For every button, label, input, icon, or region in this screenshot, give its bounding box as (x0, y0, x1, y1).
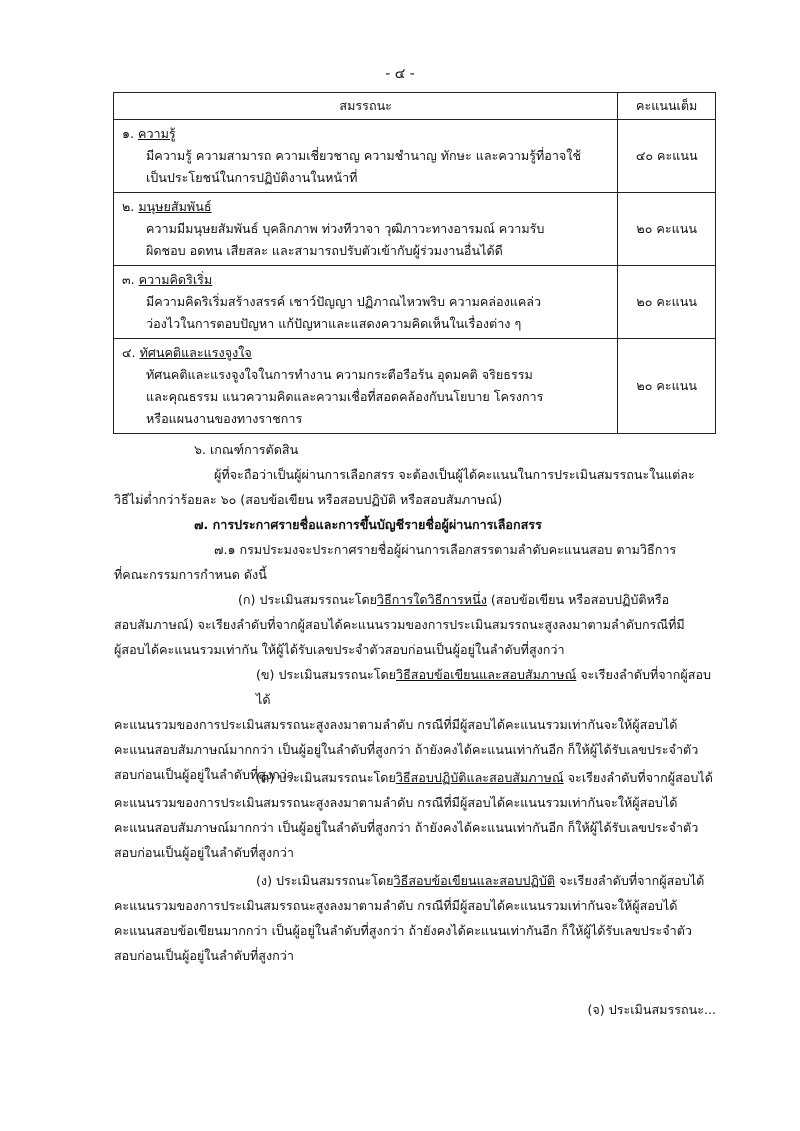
paragraph-line: ผู้สอบได้คะแนนรวมเท่ากัน ให้ผู้ได้รับเลขประจำตัวสอบก่อนเป็นผู้อยู่ในลำดับที่สูงกว่า (114, 642, 565, 657)
clause-c (114, 765, 718, 865)
paragraph-line: คะแนนรวมของการประเมินสมรรถนะสูงลงมาตามลำดับ กรณีที่มีผู้สอบได้คะแนนรวมเท่ากันจะให้ผู้สอบได้ (114, 795, 678, 810)
paragraph-line: คะแนนสอบสัมภาษณ์มากกว่า เป็นผู้อยู่ในลำดับที่สูงกว่า ถ้ายังคงได้คะแนนเท่ากันอีก ก็ให้ผู้ได้รับเลขประจำตัว (114, 742, 699, 757)
paragraph-line: คะแนนสอบข้อเขียนมากกว่า เป็นผู้อยู่ในลำดับที่สูงกว่า ถ้ายังคงได้คะแนนเท่ากันอีก ก็ให้ผู้ได้รับเลขประจำตัว (114, 923, 692, 938)
table-row (114, 266, 716, 339)
competency-desc: มีความรู้ ความสามารถ ความเชี่ยวชาญ ความชำนาญ ทักษะ และความรู้ที่อาจใช้ (146, 148, 582, 163)
paragraph-line: วิธีไม่ต่ำกว่าร้อยละ ๖๐ (สอบข้อเขียน หรือสอบปฏิบัติ หรือสอบสัมภาษณ์) (114, 492, 503, 507)
paragraph-line: สอบก่อนเป็นผู้อยู่ในลำดับที่สูงกว่า (114, 845, 294, 860)
competency-score: ๔๐ คะแนน (618, 120, 716, 193)
competency-name: ๑. ความรู้ (122, 126, 176, 141)
paragraph-line: สอบก่อนเป็นผู้อยู่ในลำดับที่สูงกว่า (114, 767, 294, 782)
paragraph-line: คะแนนรวมของการประเมินสมรรถนะสูงลงมาตามลำดับ กรณีที่มีผู้สอบได้คะแนนรวมเท่ากันจะให้ผู้สอบได้ (114, 717, 678, 732)
competency-desc: ความมีมนุษยสัมพันธ์ บุคลิกภาพ ท่วงทีวาจา วุฒิภาวะทางอารมณ์ ความรับ (146, 221, 545, 236)
paragraph-line: ๗.๑ กรมประมงจะประกาศรายชื่อผู้ผ่านการเลือกสรรตามลำดับคะแนนสอบ ตามวิธีการ (214, 542, 677, 557)
competency-name: ๔. ทัศนคติและแรงจูงใจ (122, 345, 252, 360)
competency-desc: เป็นประโยชน์ในการปฏิบัติงานในหน้าที่ (146, 170, 358, 185)
paragraph-line: (ง) ประเมินสมรรถนะโดยวิธีสอบข้อเขียนและสอบปฏิบัติ จะเรียงลำดับที่จากผู้สอบได้ (256, 873, 705, 888)
competency-desc: ทัศนคติและแรงจูงใจในการทำงาน ความกระตือรือร้น อุดมคติ จริยธรรม (146, 367, 533, 382)
competency-name: ๒. มนุษยสัมพันธ์ (122, 199, 212, 214)
competency-name: ๓. ความคิดริเริ่ม (122, 272, 213, 287)
table-row (114, 120, 716, 193)
paragraph-line: คะแนนรวมของการประเมินสมรรถนะสูงลงมาตามลำดับ กรณีที่มีผู้สอบได้คะแนนรวมเท่ากันจะให้ผู้สอบได้ (114, 898, 678, 913)
competency-desc: มีความคิดริเริ่มสร้างสรรค์ เชาว์ปัญญา ปฏิภาณไหวพริบ ความคล่องแคล่ว (146, 294, 542, 309)
table-row (114, 339, 716, 434)
competency-desc: และคุณธรรม แนวความคิดและความเชื่อที่สอดคล้องกับนโยบาย โครงการ (146, 389, 544, 404)
header-score: คะแนนเต็ม (618, 93, 716, 120)
competency-score: ๒๐ คะแนน (618, 266, 716, 339)
clause-d (114, 868, 718, 968)
section-heading: ๖. เกณฑ์การตัดสิน (194, 442, 299, 457)
competency-score: ๒๐ คะแนน (618, 193, 716, 266)
paragraph-line: สอบก่อนเป็นผู้อยู่ในลำดับที่สูงกว่า (114, 948, 294, 963)
paragraph-line: (ค) ประเมินสมรรถนะโดยวิธีสอบปฏิบัติและสอบสัมภาษณ์ จะเรียงลำดับที่จากผู้สอบได้ (256, 770, 713, 785)
competency-desc: ผิดชอบ อดทน เสียสละ และสามารถปรับตัวเข้ากับผู้ร่วมงานอื่นได้ดี (146, 243, 503, 258)
section-6 (114, 437, 718, 512)
competency-table (113, 92, 716, 434)
paragraph-line: สอบสัมภาษณ์) จะเรียงลำดับที่จากผู้สอบได้คะแนนรวมของการประเมินสมรรถนะสูงลงมาตามลำดับกรณีที่มี (114, 617, 685, 632)
paragraph-line: ที่คณะกรรมการกำหนด ดังนี้ (114, 567, 267, 582)
paragraph-line: (ก) ประเมินสมรรถนะโดยวิธีการใดวิธีการหนึ่ง (สอบข้อเขียน หรือสอบปฏิบัติหรือ (238, 592, 670, 607)
paragraph-line: (ข) ประเมินสมรรถนะโดยวิธีสอบข้อเขียนและสอบสัมภาษณ์ จะเรียงลำดับที่จากผู้สอบได้ (256, 667, 712, 707)
section-7 (114, 512, 718, 587)
section-heading: ๗. การประกาศรายชื่อและการขึ้นบัญชีรายชื่อผู้ผ่านการเลือกสรร (194, 517, 542, 532)
header-competency: สมรรถนะ (114, 93, 618, 120)
competency-desc: หรือแผนงานของทางราชการ (146, 411, 303, 426)
paragraph-line: คะแนนสอบสัมภาษณ์มากกว่า เป็นผู้อยู่ในลำดับที่สูงกว่า ถ้ายังคงได้คะแนนเท่ากันอีก ก็ให้ผู้ได้รับเลขประจำตัว (114, 820, 699, 835)
clause-a (114, 587, 718, 662)
page-number: - ๔ - (385, 66, 415, 82)
paragraph-line: ผู้ที่จะถือว่าเป็นผู้ผ่านการเลือกสรร จะต้องเป็นผู้ได้คะแนนในการประเมินสมรรถนะในแต่ละ (214, 467, 695, 482)
table-row (114, 193, 716, 266)
continuation-note: (จ) ประเมินสมรรถนะ... (587, 1002, 716, 1017)
competency-score: ๒๐ คะแนน (618, 339, 716, 434)
competency-desc: ว่องไวในการตอบปัญหา แก้ปัญหาและแสดงความคิดเห็นในเรื่องต่าง ๆ (146, 316, 522, 331)
table-header-row (114, 93, 716, 120)
